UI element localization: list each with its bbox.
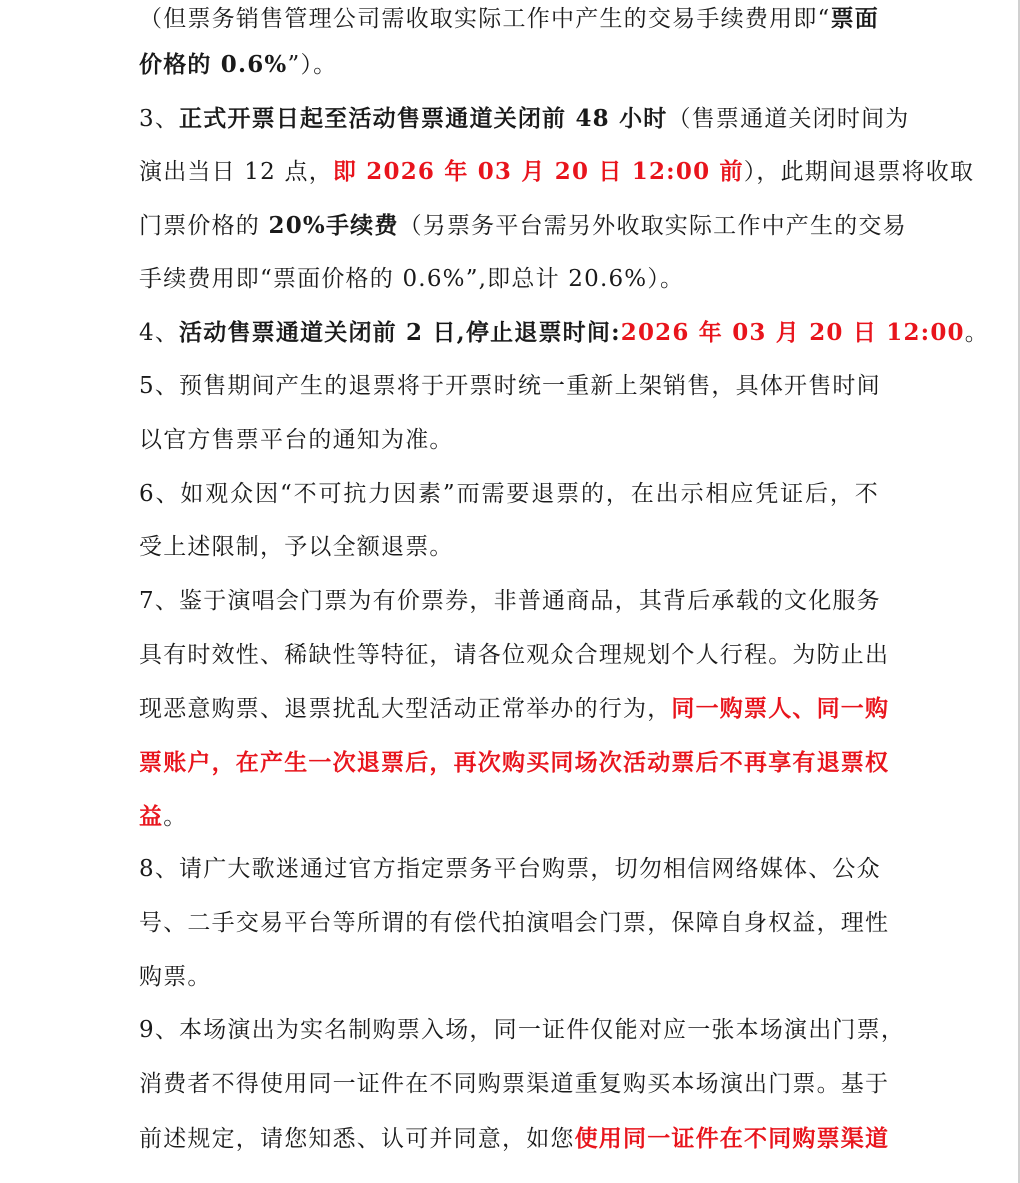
paragraph-7-line-4: [139, 736, 890, 790]
text-run: 以官方售票平台的通知为准。: [139, 426, 454, 453]
red-highlight-run: 即 2026 年 03 月 20 日 12:00 前: [332, 158, 744, 186]
text-run: 7、鉴于演唱会门票为有价票券，非普通商品，其背后承载的文化服务: [139, 587, 881, 614]
text-run: 前述规定，请您知悉、认可并同意，如您: [139, 1125, 575, 1152]
text-run: （另票务平台需另外收取实际工作中产生的交易: [398, 213, 907, 240]
text-run: 9、本场演出为实名制购票入场，同一证件仅能对应一张本场演出门票，: [139, 1017, 906, 1044]
paragraph-7-line-3: [139, 682, 890, 736]
text-run: ”）。: [287, 52, 338, 78]
bold-run: 正式开票日起至活动售票通道关闭前 48 小时: [179, 104, 668, 132]
text-run: 。: [964, 320, 989, 347]
text-run: （售票通道关闭时间为: [667, 105, 910, 132]
paragraph-5-line-1: [139, 360, 879, 414]
paragraph-8-line-2: [139, 897, 890, 951]
document-body: [139, 0, 989, 1165]
paragraph-3-line-1: [139, 92, 910, 146]
text-run: （但票务销售管理公司需收取实际工作中产生的交易手续费用即“: [139, 6, 831, 32]
text-run: 演出当日 12 点，: [139, 159, 333, 186]
paragraph-8-line-3: [139, 951, 879, 1005]
red-highlight-run: 使用同一证件在不同购票渠道: [574, 1124, 890, 1152]
paragraph-2-line-2: [139, 38, 879, 92]
red-highlight-run: 同一购票人、同一购: [671, 695, 890, 723]
text-run: 5、预售期间产生的退票将于开票时统一重新上架销售，具体开售时间: [139, 373, 881, 400]
red-highlight-run: 2026 年 03 月 20 日 12:00: [620, 319, 965, 347]
text-run: 8、请广大歌迷通过官方指定票务平台购票，切勿相信网络媒体、公众: [139, 856, 881, 883]
bold-run: 价格的 0.6%: [139, 51, 288, 78]
paragraph-9-line-3: [139, 1112, 890, 1166]
paragraph-6-line-2: [139, 521, 879, 575]
paragraph-5-line-2: [139, 414, 879, 468]
text-run: 。: [163, 803, 188, 830]
paragraph-2-line-1: [139, 0, 879, 38]
paragraph-9-line-2: [139, 1058, 890, 1112]
red-highlight-run: 票账户，在产生一次退票后，再次购买同场次活动票后不再享有退票权: [139, 748, 890, 776]
paragraph-7-line-5: [139, 790, 879, 844]
paragraph-3-line-2: [139, 145, 975, 199]
paragraph-7-line-2: [139, 629, 890, 683]
text-run: 6、如观众因“不可抗力因素”而需要退票的，在出示相应凭证后，不: [139, 480, 879, 507]
text-run: 门票价格的: [139, 213, 269, 240]
text-run: ），此期间退票将收取: [743, 159, 975, 186]
text-run: 消费者不得使用同一证件在不同购票渠道重复购买本场演出门票。基于: [139, 1071, 890, 1098]
text-run: 购票。: [139, 963, 212, 990]
red-highlight-run: 益: [139, 802, 164, 830]
text-run: 号、二手交易平台等所谓的有偿代拍演唱会门票，保障自身权益，理性: [139, 910, 890, 936]
text-run: 具有时效性、稀缺性等特征，请各位观众合理规划个人行程。为防止出: [139, 641, 890, 668]
text-run: 受上述限制，予以全额退票。: [139, 534, 454, 561]
text-run: 现恶意购票、退票扰乱大型活动正常举办的行为，: [139, 696, 672, 723]
bold-run: 20%手续费: [268, 212, 399, 240]
paragraph-9-line-1: [139, 1004, 906, 1058]
paragraph-4-line-1: [139, 306, 989, 360]
item-number: 4、: [139, 320, 180, 347]
paragraph-8-line-1: [139, 843, 879, 897]
bold-run: 活动售票通道关闭前 2 日,停止退票时间:: [179, 319, 621, 347]
paragraph-3-line-3: [139, 199, 907, 253]
item-number: 3、: [139, 105, 180, 132]
paragraph-6-line-1: [139, 468, 879, 522]
text-run: 手续费用即“票面价格的 0.6%”,即总计 20.6%）。: [139, 265, 685, 292]
paragraph-7-line-1: [139, 575, 879, 629]
paragraph-3-line-4: [139, 253, 879, 307]
bold-run: 票面: [830, 5, 880, 32]
